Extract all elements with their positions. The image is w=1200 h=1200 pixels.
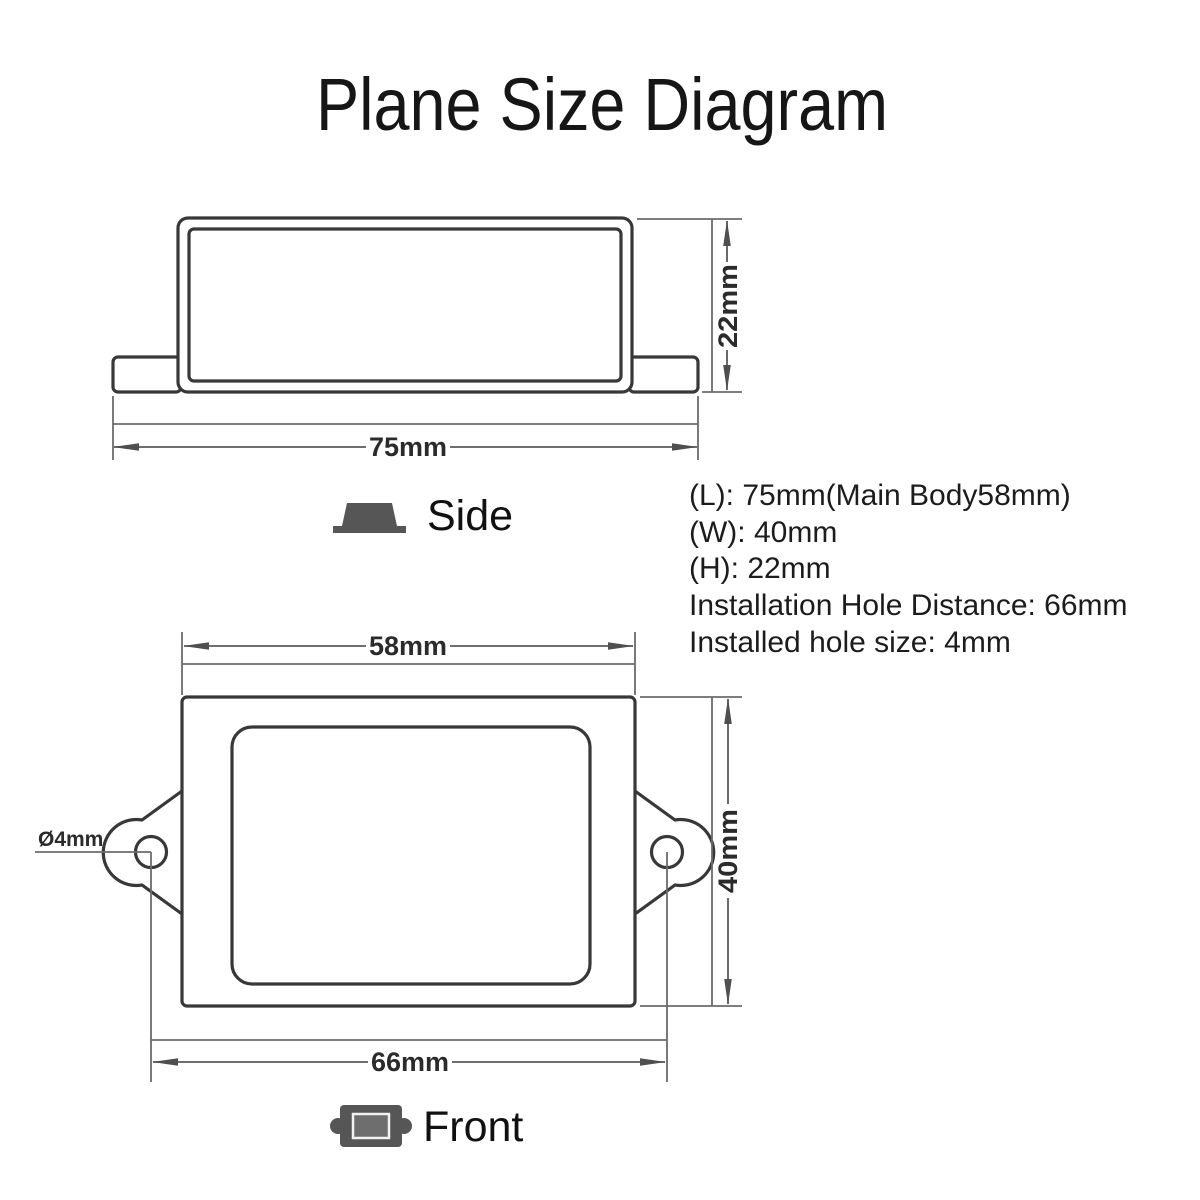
front-height-value: 40mm bbox=[713, 814, 743, 893]
front-body-width-dimension bbox=[182, 631, 635, 695]
hole-diameter-value: Ø4mm bbox=[38, 828, 104, 851]
side-view-drawing bbox=[113, 218, 698, 392]
front-view-icon-inner bbox=[353, 1114, 389, 1138]
front-body-inner-outline bbox=[232, 727, 590, 984]
side-view-icon-base bbox=[333, 526, 406, 533]
page-title: Plane Size Diagram bbox=[316, 63, 888, 146]
side-label: Side bbox=[427, 492, 514, 540]
front-label: Front bbox=[423, 1103, 524, 1151]
spec-line-hole-size: Installed hole size: 4mm bbox=[689, 626, 1011, 659]
spec-line-hole-distance: Installation Hole Distance: 66mm bbox=[689, 589, 1128, 622]
spec-line-length: (L): 75mm(Main Body58mm) bbox=[689, 479, 1071, 512]
side-height-value: 22mm bbox=[713, 269, 743, 348]
side-legend bbox=[333, 492, 513, 540]
front-body-width-value: 58mm bbox=[369, 631, 447, 661]
spec-line-height: (H): 22mm bbox=[689, 552, 831, 585]
side-view-icon bbox=[342, 503, 397, 526]
front-legend bbox=[330, 1103, 523, 1151]
front-view-drawing bbox=[103, 697, 713, 1006]
front-hole-distance-value: 66mm bbox=[371, 1047, 449, 1077]
side-body-inner-outline bbox=[189, 229, 621, 381]
side-width-value: 75mm bbox=[369, 432, 447, 462]
side-width-dimension bbox=[113, 396, 698, 462]
side-left-flange bbox=[113, 357, 181, 392]
side-right-flange bbox=[629, 357, 698, 392]
spec-text-block bbox=[689, 479, 1128, 659]
spec-line-width: (W): 40mm bbox=[689, 516, 838, 549]
